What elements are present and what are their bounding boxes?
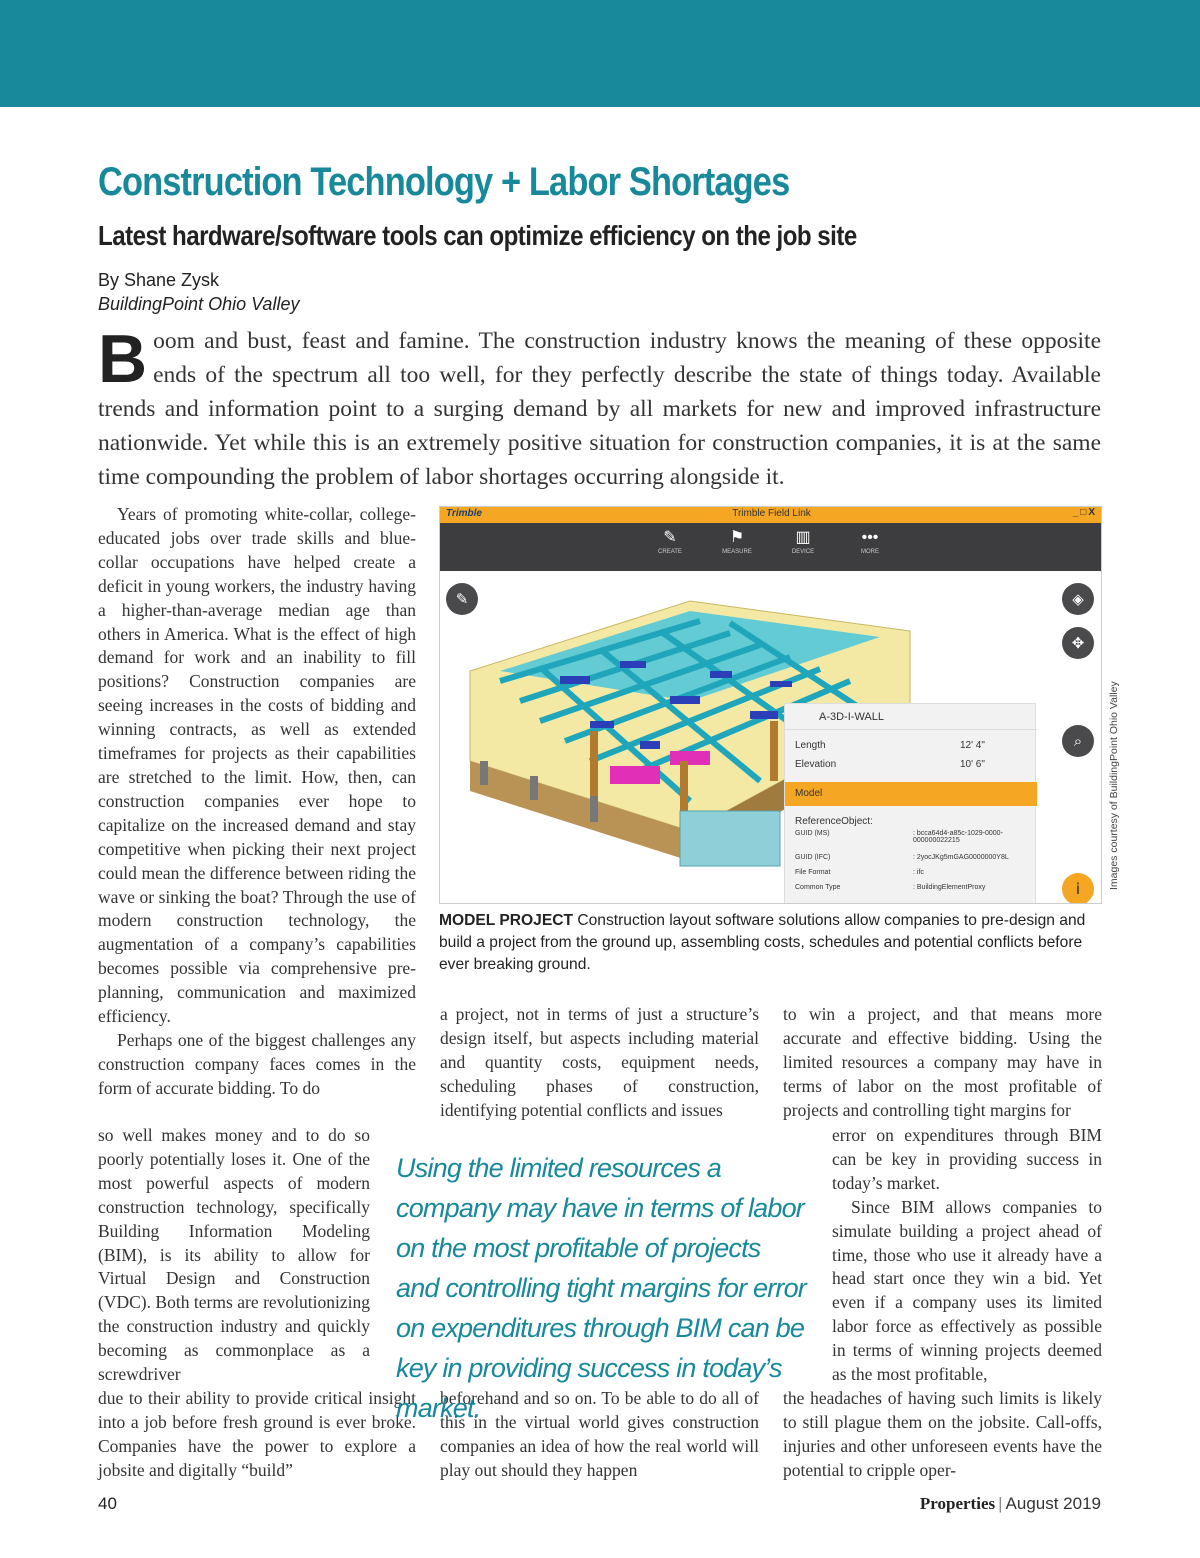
edit-button[interactable] xyxy=(446,583,478,615)
caption-lead: MODEL PROJECT xyxy=(439,912,574,929)
column-3-bottom xyxy=(783,1387,1102,1483)
image-credit: Images courtesy of BuildingPoint Ohio Valley xyxy=(1108,681,1120,890)
column-1-top xyxy=(98,503,416,1101)
device-icon: ▥ xyxy=(795,529,811,546)
body-paragraph: the headaches of having such limits is likely to still plague them on the jobsite. Call-offs, injuries and other unforeseen events have the potential to cripple oper- xyxy=(783,1388,1102,1480)
body-paragraph: due to their ability to provide critical insight into a job before fresh ground is ever broke. Companies have the power to explore a jobsite and digitally “build” xyxy=(98,1388,416,1480)
body-paragraph: Since BIM allows companies to simulate building a project ahead of time, those who use it already have a head start once they win a bid. Yet even if a company uses its limited labor force as effectively as possible in terms of winning projects deemed as the most profitable, xyxy=(832,1196,1102,1385)
page-number: 40 xyxy=(98,1494,117,1513)
body-paragraph: beforehand and so on. To be able to do all of this in the virtual world gives construction companies an idea of how the real world will play out should they happen xyxy=(440,1388,759,1480)
cube-icon: ◈ xyxy=(1072,590,1084,608)
issue-date: August 2019 xyxy=(1005,1494,1101,1513)
guid-ms-row: GUID (MS) : bcca64d4-a85c-1029-0000-000000022215 xyxy=(795,830,1003,844)
article-title: Construction Technology + Labor Shortages xyxy=(98,160,790,204)
more-icon: ••• xyxy=(861,529,879,546)
trimble-logo: Trimble xyxy=(446,508,482,519)
magazine-name: Properties xyxy=(919,1494,996,1513)
model-row[interactable]: Model xyxy=(785,782,1037,806)
model-viewport[interactable] xyxy=(440,571,1102,904)
flag-icon: ⚑ xyxy=(729,529,745,546)
view-cube-button[interactable] xyxy=(1062,583,1094,615)
author: By Shane Zysk xyxy=(98,270,220,290)
pan-button[interactable] xyxy=(1062,627,1094,659)
body-paragraph: error on expenditures through BIM can be key in providing success in today’s market. xyxy=(832,1125,1102,1193)
header-bar xyxy=(0,0,1200,107)
guid-ifc-row: GUID (IFC) : 2yocJKg5mGAG0000000Y8L xyxy=(795,854,1009,861)
drop-cap: B xyxy=(98,321,148,397)
pencil-icon: ✎ xyxy=(663,529,677,546)
file-format-row: File Format : ifc xyxy=(795,869,924,876)
body-paragraph: so well makes money and to do so poorly potentially loses it. One of the most powerful aspects of modern construction technology, specifically Building Information Modeling (BIM), is its ability to allow for Virtual Design and Construction (VDC). Both terms are revolutionizing the construction industry and quickly becoming as commonplace as a screwdriver xyxy=(98,1125,370,1385)
body-paragraph: a project, not in terms of just a structure’s design itself, but aspects including material and quantity costs, equipment needs, scheduling phases of construction, identifying potential conflicts and issues xyxy=(440,1004,759,1120)
device-tool[interactable]: ▥ DEVICE xyxy=(783,527,823,555)
intro-text: oom and bust, feast and famine. The construction industry knows the meaning of these opposite ends of the spectrum all too well, for they perfectly describe the state of things today. Available trends and information point to a surging demand by all markets for new and improved infrastructure nationwide. Yet while this is an extremely positive situation for construction companies, it is at the same time compounding the problem of labor shortages occurring alongside it. xyxy=(98,328,1101,490)
length-row: Length 12' 4" xyxy=(795,740,985,751)
body-paragraph: Years of promoting white-collar, college-educated jobs over trade skills and blue-collar occupations have helped create a deficit in young workers, the industry having a higher-than-average median age than others in America. What is the effect of high demand for work and an inability to fill positions? Construction companies are seeing increases in the costs of bidding and winning contracts, as well as extended timeframes for projects as their capabilities are stretched to the limit. How, then, can construction companies ever hope to capitalize on the increased demand and stay competitive when picking their next project could mean the difference between riding the wave or sinking the boat? Through the use of modern construction technology, the augmentation of a company’s capabilities becomes possible via comprehensive pre-planning, communication and maximized efficiency. xyxy=(98,504,416,1027)
column-2-top xyxy=(440,1003,759,1123)
pull-quote: Using the limited resources a company may have in terms of labor on the most profitable of projects and controlling tight margins for error on expenditures through BIM can be key in providing success in today’s market. xyxy=(396,1153,807,1423)
zoom-icon: ⌕ xyxy=(1073,732,1083,750)
body-paragraph: Perhaps one of the biggest challenges any construction company faces comes in the form of accurate bidding. To do xyxy=(98,1029,416,1098)
more-tool[interactable]: ••• MORE xyxy=(850,527,890,555)
window-controls[interactable]: _□X xyxy=(1072,507,1097,518)
object-name: A-3D-I-WALL xyxy=(785,704,1037,730)
reference-object-label: ReferenceObject: xyxy=(795,816,873,827)
zoom-button[interactable] xyxy=(1062,725,1094,757)
figure-caption xyxy=(439,910,1102,976)
common-type-row: Common Type : BuildingElementProxy xyxy=(795,884,986,891)
folio-separator: | xyxy=(998,1494,1003,1513)
app-title-bar xyxy=(440,507,1102,523)
app-title: Trimble Field Link xyxy=(732,508,811,519)
move-icon: ✥ xyxy=(1071,634,1085,652)
column-3-top xyxy=(783,1003,1102,1123)
body-paragraph: to win a project, and that means more accurate and effective bidding. Using the limited resources a company may have in terms of labor on the most profitable of projects and controlling tight margins for xyxy=(783,1004,1102,1120)
app-toolbar xyxy=(440,523,1102,571)
figure-screenshot xyxy=(439,506,1102,904)
article-subtitle: Latest hardware/software tools can optimize efficiency on the job site xyxy=(98,220,857,251)
byline xyxy=(98,268,299,316)
column-3-middle xyxy=(832,1124,1102,1387)
info-icon: i xyxy=(1075,880,1081,898)
author-organization: BuildingPoint Ohio Valley xyxy=(98,294,300,314)
caption-text: Construction layout software solutions allow companies to pre-design and build a project from the ground up, assembling costs, schedules and potential conflicts before ever breaking ground. xyxy=(439,912,1086,973)
footer-folio xyxy=(920,1494,1101,1514)
properties-panel xyxy=(784,703,1036,904)
elevation-row: Elevation 10' 6" xyxy=(795,759,985,770)
pencil-icon: ✎ xyxy=(455,590,469,608)
create-tool[interactable]: ✎ CREATE xyxy=(650,527,690,555)
column-1-bottom xyxy=(98,1387,416,1483)
column-1-middle xyxy=(98,1124,370,1387)
measure-tool[interactable]: ⚑ MEASURE xyxy=(717,527,757,555)
info-button[interactable] xyxy=(1062,873,1094,904)
intro-paragraph xyxy=(98,321,1101,494)
